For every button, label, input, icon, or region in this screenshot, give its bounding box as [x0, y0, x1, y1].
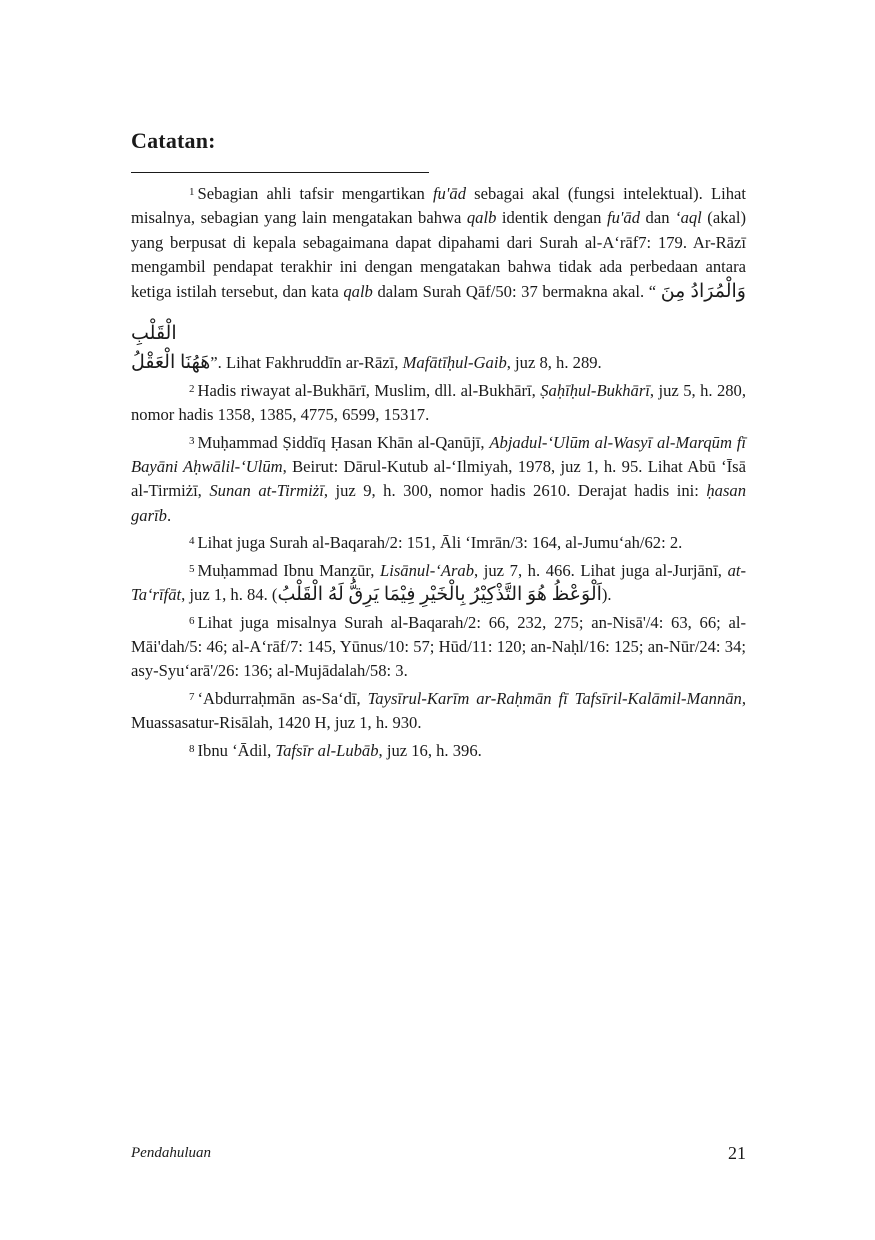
footnote-text: Sebagian ahli tafsir mengartikan: [197, 184, 433, 203]
footnote-text: , juz 16, h. 396.: [378, 740, 482, 760]
arabic-quote: اَلْوَعْظُ هُوَ التَّذْكِيْرُ بِالْخَيْرِ فِيْمَا يَرِقُّ لَهُ الْقَلْبُ: [277, 584, 602, 606]
footnote-text: ‘Abdurraḥmān as-Sa‘dī,: [197, 688, 368, 708]
book-title: Sunan at-Tirmiżī: [209, 481, 324, 501]
footnote-text: , juz 5, h. 280, nomor hadis 1358, 1385, 4775, 6599, 15317.: [131, 380, 746, 425]
footnote-text: , juz 9, h. 300, nomor hadis 2610. Derajat hadis ini:: [323, 481, 707, 501]
footnote-number: 6: [189, 614, 195, 627]
footnote-text: ”. Lihat Fakhruddīn ar-Rāzī,: [210, 353, 403, 373]
term-italic: fu'ād: [432, 184, 466, 203]
footnote-text: Lihat juga misalnya Surah al-Baqarah/2: 66, 232, 275; an-Nisā'/4: 63, 66; al-Māi'dah/5: 46; al-A‘rāf/7: 145, Yūnus/10: 57; Hūd/11: 120; an-Naḥl/16: 125; an-Nūr/24: 34; asy-Syu‘arā'/26: 136; al-Mujādalah/58: 3.: [131, 612, 746, 681]
footnote-2: [131, 379, 746, 428]
footnote-text: dalam Surah Qāf/50: 37 bermakna akal. “: [372, 281, 661, 301]
footnote-text: Muḥammad Ibnu Manẓūr,: [197, 560, 380, 580]
book-title: Abjadul-‘Ulūm al-Wasyī al-Marqūm fī Bayāni Aḥwālil-‘Ulūm: [131, 432, 746, 477]
footnote-text: Muḥammad Ṣiddīq Ḥasan Khān al-Qanūjī,: [197, 432, 490, 452]
term-italic: qalb: [343, 281, 373, 301]
footnote-number: 5: [189, 562, 195, 575]
footnote-5: [131, 559, 746, 608]
footnote-1: [131, 182, 746, 376]
book-title: Lisānul-‘Arab: [379, 560, 475, 580]
footnote-number: 8: [189, 742, 195, 755]
footnote-text: , Muassasatur-Risālah, 1420 H, juz 1, h. 930.: [131, 688, 746, 733]
footnote-4: [131, 531, 746, 555]
book-title: Taysīrul-Karīm ar-Raḥmān fī Tafsīril-Kalāmil-Mannān: [367, 688, 742, 708]
term-italic: qalb: [466, 208, 497, 228]
book-title: Mafātīḥul-Gaib: [402, 353, 507, 373]
notes-heading: Catatan:: [131, 128, 216, 153]
book-title: at-Ta‘rīfāt: [131, 560, 746, 605]
running-footer-section: Pendahuluan: [131, 1145, 211, 1161]
footnote-number: 1: [189, 186, 195, 198]
footnote-number: 3: [189, 434, 195, 447]
footnote-text: Ibnu ‘Ādil,: [197, 740, 276, 760]
footnote-3: [131, 431, 746, 529]
footnote-text: , juz 7, h. 466. Lihat juga al-Jurjānī,: [474, 560, 728, 580]
footnote-7: [131, 687, 746, 736]
arabic-quote: وَالْمُرَادُ مِنَ الْقَلْبِ: [131, 280, 746, 345]
term-italic: ‘aql: [675, 208, 702, 228]
footnote-text: ).: [601, 585, 612, 605]
footnote-text: dan: [640, 208, 676, 228]
footnote-text: .: [166, 505, 172, 525]
footnote-number: 4: [189, 535, 195, 548]
footnotes-list: [131, 182, 746, 766]
footnote-text: Hadis riwayat al-Bukhārī, Muslim, dll. al-Bukhārī,: [197, 380, 541, 400]
footnote-6: [131, 611, 746, 684]
footnote-divider: [131, 172, 429, 173]
book-title: Ṣaḥīḥul-Bukhārī: [540, 380, 650, 400]
arabic-quote: هَهُنَا الْعَقْلُ: [131, 352, 211, 374]
footnote-number: 2: [189, 382, 195, 395]
footnote-text: , juz 8, h. 289.: [506, 353, 602, 373]
footnote-text: Lihat juga Surah al-Baqarah/2: 151, Āli ‘Imrān/3: 164, al-Jumu‘ah/62: 2.: [197, 533, 683, 553]
term-italic: ḥasan garīb: [131, 481, 747, 525]
footnote-text: , juz 1, h. 84. (: [181, 585, 278, 605]
footnote-number: 7: [189, 690, 195, 703]
page-number: 21: [728, 1143, 746, 1163]
footnote-text: sebagai akal (fungsi intelektual). Lihat misalnya, sebagian yang lain mengatakan bahwa: [131, 184, 746, 228]
footnote-text: , Beirut: Dārul-Kutub al-‘Ilmiyah, 1978, juz 1, h. 95. Lihat Abū ‘Īsā al-Tirmiżī,: [131, 457, 747, 501]
term-italic: fu'ād: [606, 208, 641, 228]
book-title: Tafsīr al-Lubāb: [275, 740, 379, 760]
footnote-8: [131, 739, 746, 763]
footnote-text: (akal) yang berpusat di kepala sebagaimana dapat dipahami dari Surah al-A‘rāf7: 179. Ar-Rāzī mengambil pendapat terakhir ini dengan mengatakan bahwa tidak ada perbedaan antara ketiga istilah tersebut, dan kata: [131, 208, 746, 301]
footnote-text: identik dengan: [496, 208, 607, 228]
